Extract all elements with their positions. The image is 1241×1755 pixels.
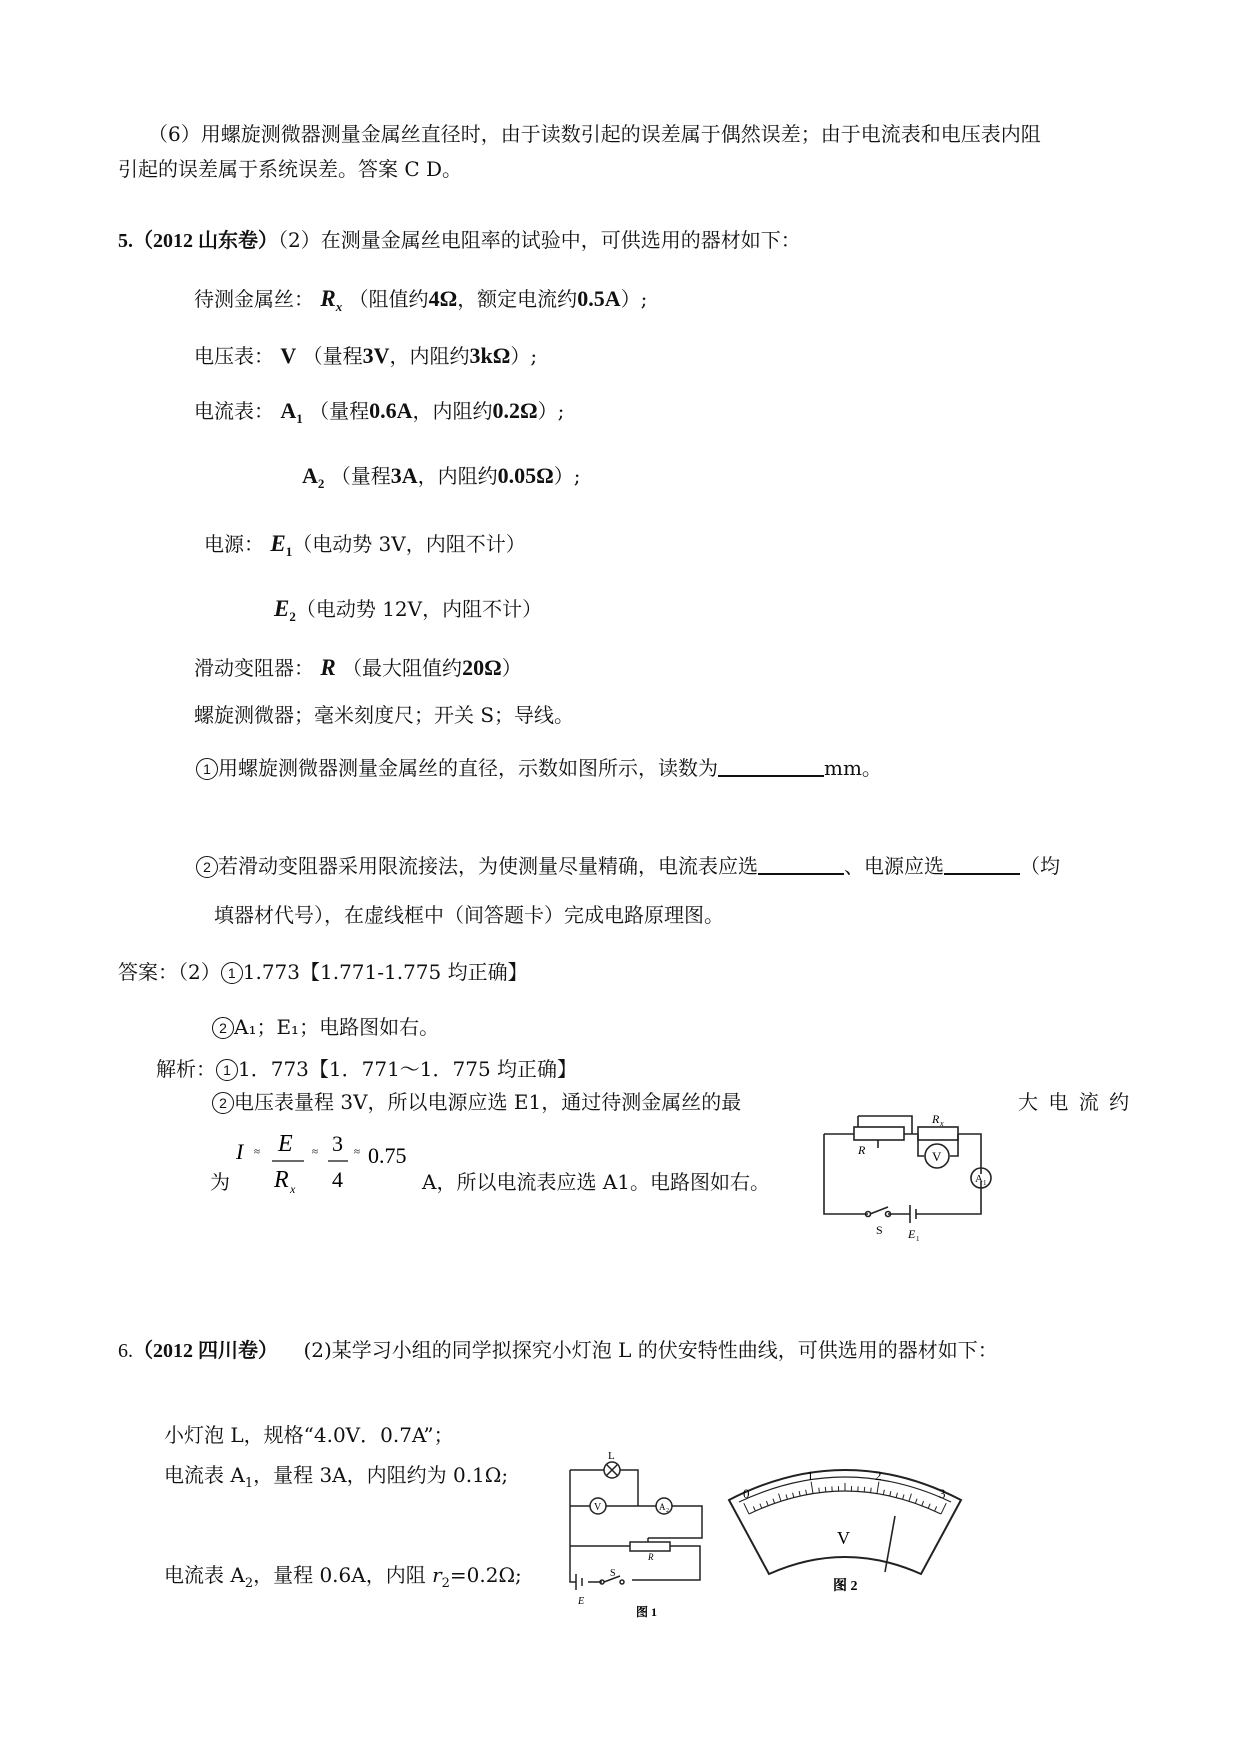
q6-number: 6. <box>118 1340 133 1362</box>
analysis-line3-prefix: 为 <box>210 1170 230 1194</box>
sub-question-2-line1 <box>196 853 1060 878</box>
q6-intro: (2)某学习小组的同学拟探究小灯泡 L 的伏安特性曲线，可供选用的器材如下： <box>303 1338 998 1362</box>
symbol-sub: 2 <box>317 476 325 491</box>
tick-label-2: 2 <box>875 1468 882 1483</box>
label-v: V <box>932 1149 942 1164</box>
dial-tick <box>871 1488 872 1493</box>
question-text: 若滑动变阻器采用限流接法，为使测量尽量精确，电流表应选 <box>218 854 758 878</box>
q5-circuit-diagram <box>818 1112 1008 1247</box>
item-ammeter-a1 <box>194 398 564 427</box>
question-text: 、电源应选 <box>844 854 944 878</box>
desc: ） <box>501 656 522 680</box>
item-text: 电流表 A <box>164 1563 245 1587</box>
desc: （最大阻值约 <box>342 656 463 680</box>
label-e: E <box>578 1596 585 1607</box>
symbol: R <box>320 655 336 680</box>
item-sub: 1 <box>244 1476 254 1491</box>
fig2-voltmeter-dial <box>725 1460 965 1595</box>
desc: ，内阻约 <box>417 464 498 488</box>
item-source-e1 <box>204 530 526 560</box>
formula-i: I <box>236 1139 244 1164</box>
analysis-text: 1．773【1．771～1．775 均正确】 <box>238 1057 578 1081</box>
answer-text: 1.773【1.771-1.775 均正确】 <box>242 960 528 984</box>
answer-line2 <box>212 1015 439 1039</box>
value: 4Ω <box>428 286 458 311</box>
item-text: ，量程 0.6A，内阻 <box>253 1563 433 1587</box>
answer-line1 <box>118 960 528 984</box>
desc: ，额定电流约 <box>457 287 578 311</box>
circle-number: 2 <box>212 1017 234 1039</box>
circle-number: 1 <box>221 962 243 984</box>
rheostat-r <box>854 1127 904 1140</box>
switch-contact <box>620 1580 624 1584</box>
q5-heading <box>118 228 801 253</box>
formula-four: 4 <box>332 1167 343 1192</box>
unit: mm。 <box>824 756 882 780</box>
desc: ，内阻约 <box>412 399 493 423</box>
item-label: 电压表： <box>194 344 274 368</box>
item-text: ，量程 3A，内阻约为 0.1Ω; <box>253 1463 509 1487</box>
item-text: 电流表 A <box>164 1463 245 1487</box>
value: 20Ω <box>462 655 502 680</box>
label-s: S <box>876 1223 883 1237</box>
para-6-line1: （6）用螺旋测微器测量金属丝直径时，由于读数引起的误差属于偶然误差；由于电流表和电压表内阻 <box>148 122 1041 146</box>
value: 0.6A <box>369 398 413 423</box>
label-rx-sub: x <box>940 1119 944 1128</box>
circle-number: 1 <box>216 1059 238 1081</box>
sub-question-2-line2: 填器材代号），在虚线框中（间答题卡）完成电路原理图。 <box>214 903 724 927</box>
label-r: R <box>648 1552 654 1562</box>
item-label: 滑动变阻器： <box>194 656 314 680</box>
analysis-line2-tail: 大 电 流 约 <box>1018 1090 1132 1114</box>
q5-intro: （2）在测量金属丝电阻率的试验中，可供选用的器材如下： <box>278 228 801 252</box>
desc: （电动势 12V，内阻不计） <box>295 597 543 621</box>
question-text: 用螺旋测微器测量金属丝的直径，示数如图所示，读数为 <box>218 756 718 780</box>
desc: （电动势 3V，内阻不计） <box>292 532 526 556</box>
analysis-text: 电压表量程 3V，所以电源应选 E1，通过待测金属丝的最 <box>234 1090 742 1114</box>
value: 3A <box>390 463 418 488</box>
tick-label-3: 3 <box>939 1486 946 1501</box>
symbol-sub: 1 <box>296 411 303 426</box>
desc: ）; <box>510 344 538 368</box>
answer-blank-source[interactable] <box>944 853 1020 875</box>
circle-number: 1 <box>196 758 218 780</box>
para-6-line2: 引起的误差属于系统误差。答案 C D。 <box>118 157 463 181</box>
tick-label-1: 1 <box>807 1468 814 1483</box>
dial-unit: V <box>837 1528 850 1548</box>
formula-r-sub: x <box>290 1182 296 1196</box>
item-text: =0.2Ω; <box>449 1563 522 1587</box>
desc: ）; <box>620 287 648 311</box>
label-s: S <box>610 1568 616 1579</box>
answer-blank[interactable] <box>718 755 824 777</box>
label-a-sub: 2 <box>666 1508 669 1514</box>
label-e-sub: 1 <box>916 1235 920 1243</box>
formula-approx-3: ≈ <box>354 1146 361 1158</box>
item-label: 电流表： <box>194 399 274 423</box>
answer-text: A₁；E₁；电路图如右。 <box>234 1015 440 1039</box>
q6-item-a1 <box>164 1463 508 1492</box>
circle-number: 2 <box>196 856 218 878</box>
value: 0.05Ω <box>497 463 554 488</box>
value: 0.5A <box>577 286 621 311</box>
fig2-caption: 图 2 <box>833 1579 858 1594</box>
lamp-cross <box>606 1464 618 1476</box>
value: 3kΩ <box>469 343 511 368</box>
label-a-sub: 1 <box>983 1179 987 1187</box>
dial-tick <box>819 1488 820 1493</box>
sub-question-1 <box>196 755 882 780</box>
formula-value: 0.75 <box>368 1143 407 1168</box>
formula-r: R <box>274 1167 289 1193</box>
label-a: A <box>975 1173 983 1185</box>
item-voltmeter <box>194 343 537 369</box>
label-l: L <box>608 1450 615 1462</box>
item-ammeter-a2 <box>302 463 581 492</box>
answer-blank-ammeter[interactable] <box>758 853 844 875</box>
circle-number: 2 <box>212 1092 234 1114</box>
formula-e: E <box>278 1131 293 1157</box>
q6-item-lamp: 小灯泡 L，规格“4.0V．0.7A”； <box>164 1423 454 1447</box>
fig1-circuit-diagram <box>560 1448 720 1618</box>
item-label: 电源： <box>204 532 264 556</box>
label-a: A <box>659 1502 666 1512</box>
desc: （量程 <box>302 344 363 368</box>
value: 3V <box>362 343 390 368</box>
analysis-line3-suffix: A，所以电流表应选 A1。电路图如右。 <box>422 1170 770 1194</box>
value: 0.2Ω <box>492 398 538 423</box>
resistor-rx <box>918 1127 958 1140</box>
analysis-label: 解析： <box>156 1057 216 1081</box>
symbol: E <box>270 531 286 556</box>
item-label: 待测金属丝： <box>194 287 314 311</box>
analysis-line2 <box>212 1090 741 1114</box>
desc: ）; <box>537 399 565 423</box>
rheostat-r <box>630 1542 670 1551</box>
symbol-sub: 2 <box>289 609 296 624</box>
desc: （阻值约 <box>348 287 429 311</box>
item-source-e2 <box>274 595 542 625</box>
current-formula <box>236 1125 426 1205</box>
formula-approx-2: ≈ <box>312 1146 319 1158</box>
label-v: V <box>594 1502 602 1513</box>
fig1-caption: 图 1 <box>636 1605 658 1618</box>
desc: ，内阻约 <box>389 344 470 368</box>
item-rheostat <box>194 654 522 682</box>
symbol: A <box>302 463 318 488</box>
item-sub: 2 <box>244 1576 254 1591</box>
label-rx: R <box>932 1112 940 1126</box>
q5-source: （2012 山东卷） <box>133 230 278 252</box>
item-misc: 螺旋测微器；毫米刻度尺；开关 S；导线。 <box>194 703 575 727</box>
q6-source: （2012 四川卷） <box>133 1340 278 1362</box>
formula-approx-1: ≈ <box>254 1146 261 1158</box>
item-r: r <box>432 1563 442 1587</box>
formula-three: 3 <box>332 1131 343 1156</box>
symbol-sub: 1 <box>285 544 293 559</box>
desc: （量程 <box>309 399 370 423</box>
question-text: （均 <box>1020 854 1060 878</box>
symbol: R <box>320 286 336 311</box>
tick-label-0: 0 <box>743 1486 750 1501</box>
q5-number: 5. <box>118 230 133 252</box>
q6-item-a2 <box>164 1563 522 1592</box>
label-e: E <box>908 1227 916 1241</box>
symbol: E <box>274 596 290 621</box>
symbol-sub: x <box>335 299 343 314</box>
symbol: V <box>280 343 297 368</box>
answer-label: 答案：（2） <box>118 960 221 984</box>
battery-e1 <box>910 1205 916 1223</box>
desc: （量程 <box>330 464 391 488</box>
desc: ）; <box>553 464 581 488</box>
label-r: R <box>858 1143 866 1157</box>
q6-heading <box>118 1338 998 1363</box>
item-rx <box>194 285 647 315</box>
symbol: A <box>280 398 297 423</box>
analysis-line1 <box>156 1057 577 1081</box>
item-sub: 2 <box>441 1576 450 1591</box>
